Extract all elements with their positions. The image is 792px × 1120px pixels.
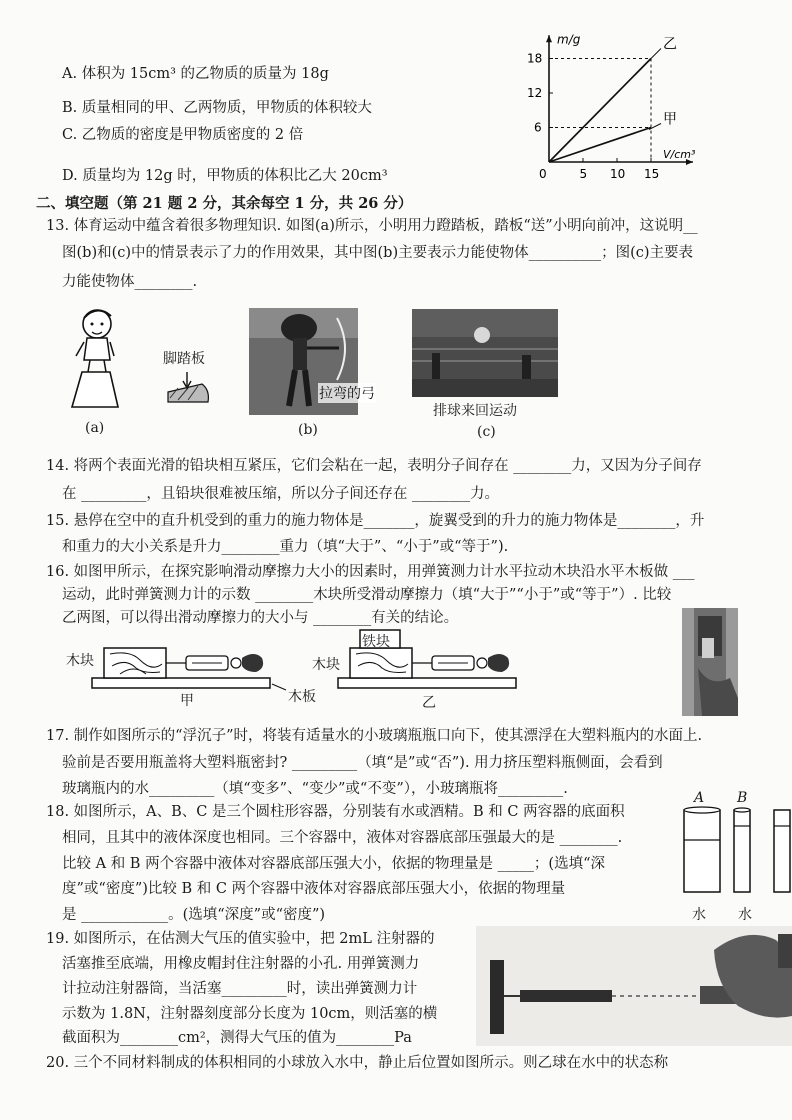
q14-line2: 在 _________，且铅块很难被压缩，所以分子间还存在 ________力。 bbox=[62, 486, 499, 502]
container-b-liquid: 水 bbox=[738, 907, 752, 923]
q16-line3: 乙两图，可以得出滑动摩擦力的大小与 ________有关的结论。 bbox=[62, 610, 459, 626]
q19-line5: 截面积为________cm²，测得大气压的值为________Pa bbox=[62, 1030, 412, 1046]
iron-block-label: 铁块 bbox=[362, 634, 390, 650]
q19-line1: 19. 如图所示，在估测大气压的值实验中，把 2mL 注射器的 bbox=[46, 931, 435, 947]
q17-line2: 验前是否要用瓶盖将大塑料瓶密封? _________（填“是”或“否”). 用力挤压塑料瓶侧面，会看到 bbox=[62, 755, 663, 771]
mass-volume-chart bbox=[505, 24, 745, 189]
syringe-experiment-photo bbox=[476, 926, 792, 1046]
board-label: 木板 bbox=[288, 689, 316, 705]
containers-abc-diagram bbox=[674, 800, 792, 900]
bow-label: 拉弯的弓 bbox=[318, 383, 376, 403]
pedal-label: 脚踏板 bbox=[163, 351, 205, 367]
q16-line2: 运动，此时弹簧测力计的示数 ________木块所受滑动摩擦力（填“大于”“小于”或“等于”）. 比较 bbox=[62, 587, 672, 603]
cartesian-diver-photo bbox=[682, 608, 738, 716]
q13-line1: 13. 体育运动中蕴含着很多物理知识. 如图(a)所示，小明用力蹬踏板，踏板“送”小明向前冲，这说明__ bbox=[46, 218, 698, 234]
option-b: B. 质量相同的甲、乙两物质，甲物质的体积较大 bbox=[62, 100, 372, 116]
q18-line5: 是 ____________。(选填“深度”或“密度”) bbox=[62, 907, 326, 923]
y-tick-label: 12 bbox=[527, 86, 543, 100]
y-tick-label: 18 bbox=[527, 51, 543, 66]
y-axis-label: m/g bbox=[557, 32, 581, 47]
block-label-jia: 木块 bbox=[66, 650, 94, 670]
series-line-jia bbox=[549, 128, 651, 163]
q13-line2: 图(b)和(c)中的情景表示了力的作用效果，其中图(b)主要表示力能使物体__________；图(c)主要表 bbox=[62, 245, 694, 261]
series-label-jia: 甲 bbox=[663, 111, 677, 128]
series-leader bbox=[649, 49, 661, 61]
caption-c: (c) bbox=[477, 424, 496, 440]
q15-line2: 和重力的大小关系是升力________重力（填“大于”、“小于”或“等于”). bbox=[62, 539, 509, 555]
q18-line3: 比较 A 和 B 两个容器中液体对容器底部压强大小，依据的物理量是 _____；(选填“深 bbox=[62, 856, 605, 872]
q17-line3: 玻璃瓶内的水_________（填“变多”、“变少”或“不变”），小玻璃瓶将_________. bbox=[62, 781, 568, 797]
q16-line1: 16. 如图甲所示，在探究影响滑动摩擦力大小的因素时，用弹簧测力计水平拉动木块沿水平木板做 ___ bbox=[46, 564, 695, 580]
x-tick-label: 15 bbox=[644, 167, 660, 181]
y-axis-arrow bbox=[546, 35, 552, 42]
volleyball-label: 排球来回运动 bbox=[433, 403, 517, 419]
option-c: C. 乙物质的密度是甲物质密度的 2 倍 bbox=[62, 127, 304, 143]
series-label-yi: 乙 bbox=[663, 36, 677, 53]
q15-line1: 15. 悬停在空中的直升机受到的重力的施力物体是_______，旋翼受到的升力的施力物体是________，升 bbox=[46, 513, 705, 529]
y-tick-label: 6 bbox=[534, 120, 542, 135]
q13-line3: 力能使物体________. bbox=[62, 274, 198, 290]
container-b-label: B bbox=[737, 790, 748, 806]
q17-line1: 17. 制作如图所示的“浮沉子”时，将装有适量水的小玻璃瓶瓶口向下，使其漂浮在大塑料瓶内的水面上. bbox=[46, 728, 703, 744]
container-a-liquid: 水 bbox=[692, 907, 706, 923]
caption-jia: 甲 bbox=[180, 693, 194, 709]
option-d: D. 质量均为 12g 时，甲物质的体积比乙大 20cm³ bbox=[62, 168, 388, 184]
q18-line1: 18. 如图所示，A、B、C 是三个圆柱形容器，分别装有水或酒精。B 和 C 两容器的底面积 bbox=[46, 804, 625, 820]
x-tick-label: 10 bbox=[610, 167, 626, 181]
figure-a-boy-pedal bbox=[62, 302, 232, 417]
x-tick-label: 0 bbox=[539, 167, 547, 181]
section-2-heading: 二、填空题（第 21 题 2 分，其余每空 1 分，共 26 分） bbox=[36, 195, 413, 212]
q14-line1: 14. 将两个表面光滑的铅块相互紧压，它们会粘在一起，表明分子间存在 ________力，又因为分子间存 bbox=[46, 458, 702, 474]
container-a-label: A bbox=[694, 790, 705, 806]
x-tick-label: 5 bbox=[579, 167, 588, 181]
q19-line3: 计拉动注射器筒，当活塞_________时，读出弹簧测力计 bbox=[62, 981, 418, 997]
series-line-yi bbox=[549, 59, 651, 163]
caption-a: (a) bbox=[85, 420, 105, 436]
q18-line4: 度”或“密度”)比较 B 和 C 两个容器中液体对容器底部压强大小，依据的物理量 bbox=[62, 881, 566, 897]
q18-line2: 相同，且其中的液体深度也相同。三个容器中，液体对容器底部压强最大的是 ________. bbox=[62, 830, 623, 846]
option-a: A. 体积为 15cm³ 的乙物质的质量为 18g bbox=[62, 66, 329, 82]
caption-b: (b) bbox=[298, 422, 318, 438]
q19-line4: 示数为 1.8N，注射器刻度部分长度为 10cm，则活塞的横 bbox=[62, 1006, 438, 1022]
block-label-yi: 木块 bbox=[312, 654, 340, 674]
q20-line1: 20. 三个不同材料制成的体积相同的小球放入水中，静止后位置如图所示。则乙球在水中的状态称 bbox=[46, 1055, 669, 1071]
caption-yi: 乙 bbox=[422, 695, 436, 711]
figure-c-volleyball-photo bbox=[412, 309, 558, 397]
x-axis-label: V/cm³ bbox=[663, 148, 696, 161]
q19-line2: 活塞推至底端，用橡皮帽封住注射器的小孔. 用弹簧测力 bbox=[62, 956, 420, 972]
